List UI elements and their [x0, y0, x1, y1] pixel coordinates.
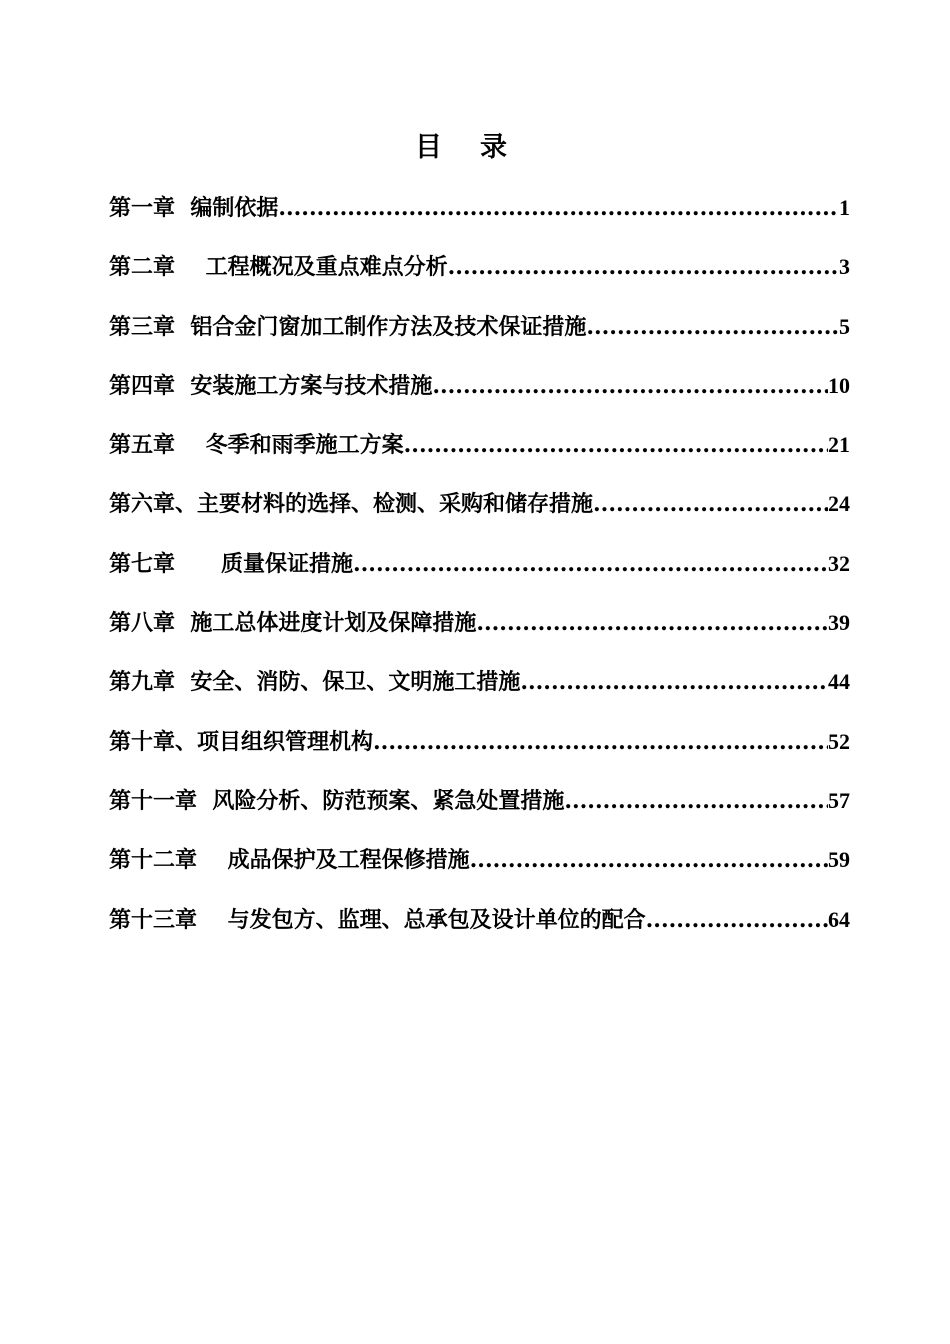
toc-page-number: 24 [828, 491, 850, 517]
toc-page-number: 52 [828, 728, 850, 754]
toc-dot-leader [520, 662, 828, 702]
toc-entry[interactable] [109, 662, 850, 721]
toc-entry[interactable] [109, 900, 850, 959]
toc-page-number: 39 [828, 610, 850, 636]
toc-dot-leader [593, 484, 828, 524]
toc-dot-leader [373, 722, 828, 762]
toc-entry-text: 第一章 编制依据 [109, 195, 279, 221]
toc-page-number: 5 [839, 313, 850, 339]
toc-dot-leader [586, 307, 839, 347]
toc-entry[interactable] [109, 722, 850, 781]
toc-entry-text: 第七章 质量保证措施 [109, 550, 353, 577]
toc-dot-leader [564, 781, 828, 821]
toc-entry-text: 第十章、项目组织管理机构 [109, 728, 374, 755]
toc-dot-leader [470, 840, 828, 880]
toc-dot-leader [476, 603, 828, 643]
toc-page-number: 64 [828, 906, 850, 932]
toc-dot-leader [278, 188, 839, 228]
toc-entry[interactable] [109, 484, 850, 543]
toc-page-number: 57 [828, 787, 850, 813]
toc-dot-leader [404, 425, 828, 465]
toc-entry-text: 第十一章 风险分析、防范预案、紧急处置措施 [109, 787, 565, 814]
toc-page-number: 21 [828, 432, 850, 458]
toc-entry[interactable] [109, 781, 850, 840]
toc-entry[interactable] [109, 603, 850, 662]
toc-entry[interactable] [109, 840, 850, 899]
toc-entry-text: 第四章 安装施工方案与技术措施 [109, 372, 433, 399]
toc-dot-leader [353, 544, 828, 584]
toc-entry-text: 第二章 工程概况及重点难点分析 [109, 254, 448, 281]
toc-page-number: 32 [828, 550, 850, 576]
toc-page-number: 10 [828, 372, 850, 398]
toc-entry[interactable] [109, 366, 850, 425]
toc-page-number: 44 [828, 669, 850, 695]
toc-entry-text: 第六章、主要材料的选择、检测、采购和储存措施 [109, 491, 594, 518]
toc-page-number: 59 [828, 847, 850, 873]
toc-entry-text: 第八章 施工总体进度计划及保障措施 [109, 610, 477, 637]
toc-entry-text: 第十三章 与发包方、监理、总承包及设计单位的配合 [109, 906, 646, 933]
toc-entry-text: 第十二章 成品保护及工程保修措施 [109, 847, 470, 874]
toc-entry[interactable] [109, 544, 850, 603]
toc-entry[interactable] [109, 425, 850, 484]
toc-entry-text: 第九章 安全、消防、保卫、文明施工措施 [109, 669, 521, 696]
toc-entry-text: 第五章 冬季和雨季施工方案 [109, 432, 404, 459]
toc-page-number: 3 [839, 254, 850, 280]
toc-dot-leader [432, 366, 828, 406]
toc-list [109, 188, 850, 959]
toc-dot-leader [448, 247, 839, 287]
toc-title: 目录 [415, 132, 545, 163]
toc-entry-text: 第三章 铝合金门窗加工制作方法及技术保证措施 [109, 313, 587, 340]
toc-dot-leader [646, 900, 828, 940]
toc-entry[interactable] [109, 188, 850, 247]
toc-page-number: 1 [839, 195, 850, 220]
toc-entry[interactable] [109, 307, 850, 366]
toc-entry[interactable] [109, 247, 850, 306]
